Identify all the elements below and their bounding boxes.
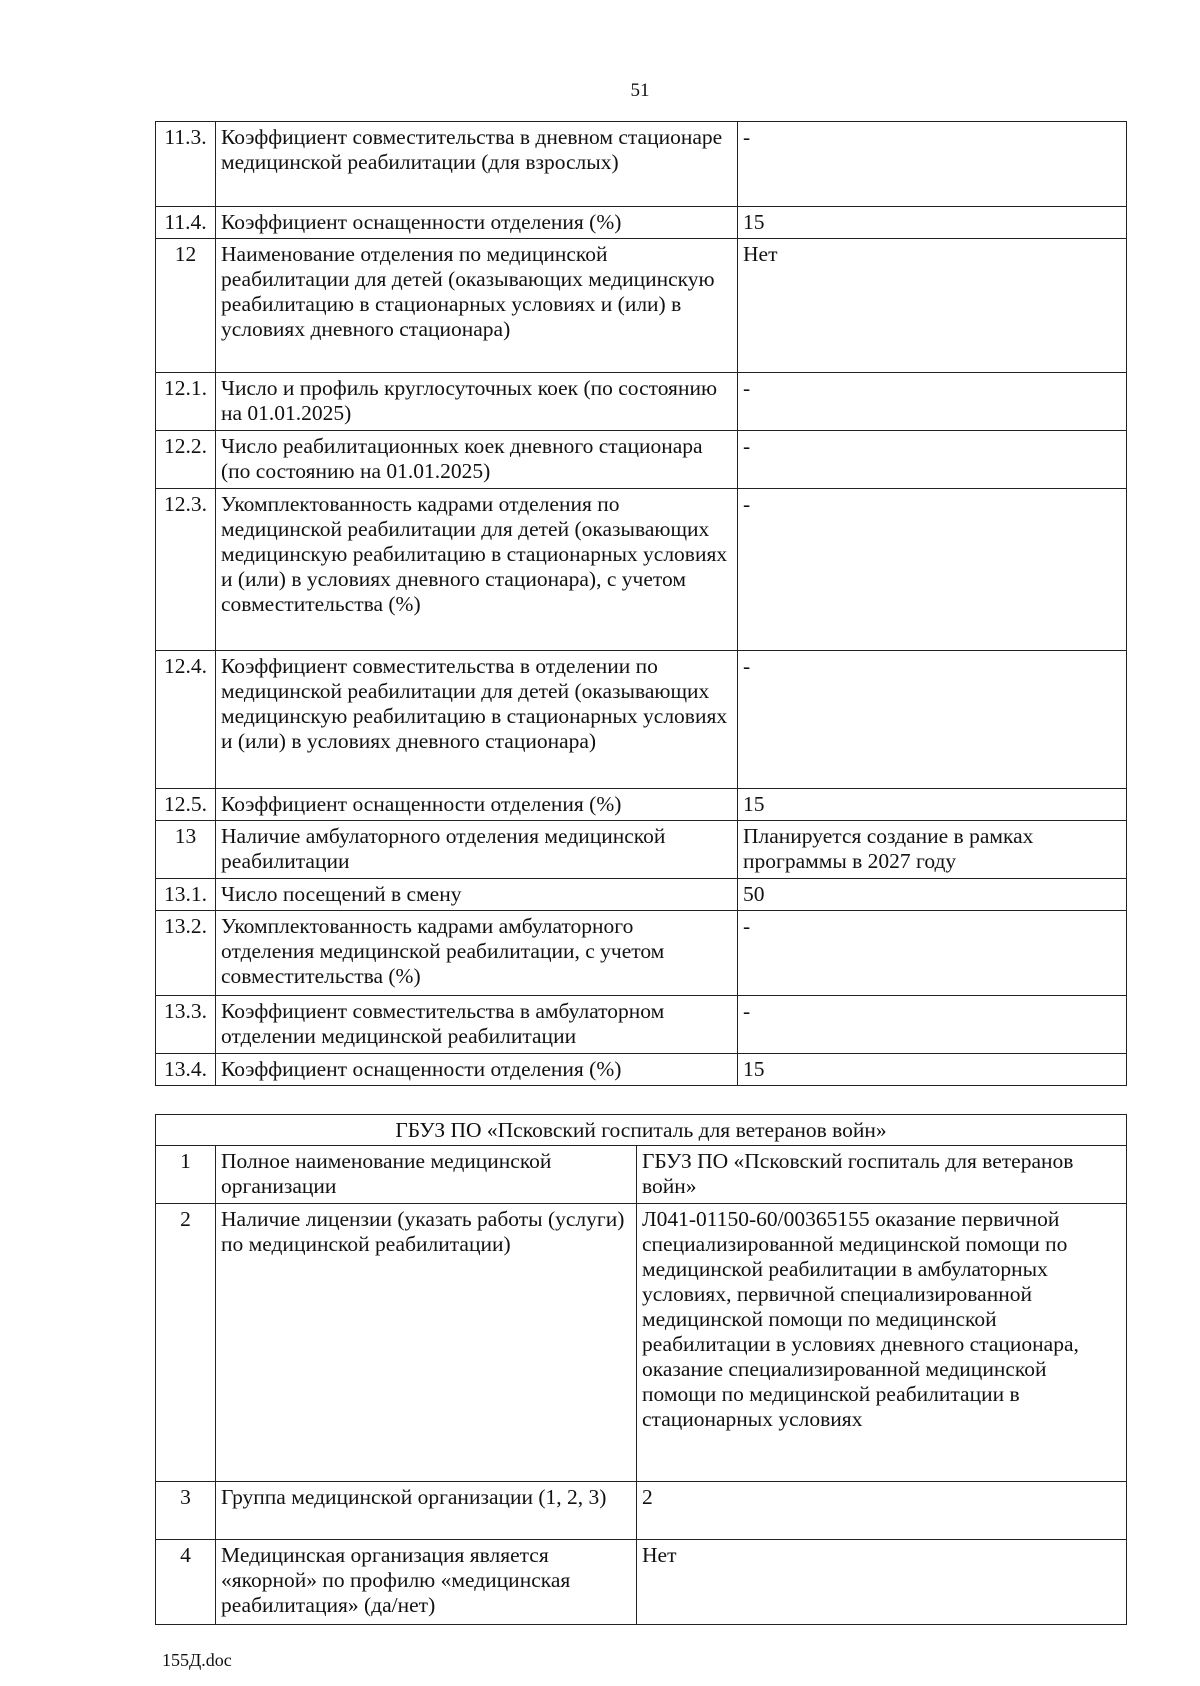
row-number: 4 [156, 1540, 216, 1625]
row-value: Нет [637, 1540, 1127, 1625]
organization-header: ГБУЗ ПО «Псковский госпиталь для ветеранов войн» [156, 1115, 1127, 1146]
table-row [156, 431, 1127, 489]
row-value: Нет [738, 239, 1127, 373]
table-row [156, 122, 1127, 207]
table-row [156, 1204, 1127, 1482]
table-row [156, 879, 1127, 911]
row-number: 12.4. [156, 651, 216, 789]
row-value: ГБУЗ ПО «Псковский госпиталь для ветеранов войн» [637, 1146, 1127, 1204]
row-value: - [738, 373, 1127, 431]
row-label: Наличие лицензии (указать работы (услуги) по медицинской реабилитации) [216, 1204, 637, 1482]
table-row [156, 373, 1127, 431]
row-number: 12.2. [156, 431, 216, 489]
row-value: - [738, 122, 1127, 207]
row-number: 13.2. [156, 911, 216, 996]
row-value: - [738, 651, 1127, 789]
table-row [156, 1482, 1127, 1540]
row-label: Число посещений в смену [216, 879, 738, 911]
table-row [156, 789, 1127, 821]
table-row [156, 1540, 1127, 1625]
row-label: Коэффициент оснащенности отделения (%) [216, 207, 738, 239]
row-label: Наименование отделения по медицинской реабилитации для детей (оказывающих медицинскую реабилитацию в стационарных условиях и (или) в условиях дневного стационара) [216, 239, 738, 373]
row-number: 12.1. [156, 373, 216, 431]
row-label: Укомплектованность кадрами отделения по медицинской реабилитации для детей (оказывающих медицинскую реабилитацию в стационарных условиях и (или) в условиях дневного стационара), с учетом совместительства (%) [216, 489, 738, 651]
table-header-row [156, 1115, 1127, 1146]
table-row [156, 821, 1127, 879]
row-value: - [738, 431, 1127, 489]
row-value: - [738, 996, 1127, 1054]
row-number: 13 [156, 821, 216, 879]
row-number: 12 [156, 239, 216, 373]
row-label: Коэффициент совместительства в отделении по медицинской реабилитации для детей (оказывающих медицинскую реабилитацию в стационарных условиях и (или) в условиях дневного стационара) [216, 651, 738, 789]
table-row [156, 489, 1127, 651]
row-value: - [738, 911, 1127, 996]
row-number: 1 [156, 1146, 216, 1204]
organization-table [155, 1114, 1127, 1625]
row-number: 12.3. [156, 489, 216, 651]
row-number: 12.5. [156, 789, 216, 821]
row-value: - [738, 489, 1127, 651]
row-number: 11.4. [156, 207, 216, 239]
page-number: 51 [630, 80, 650, 101]
row-label: Коэффициент оснащенности отделения (%) [216, 789, 738, 821]
row-value: 15 [738, 207, 1127, 239]
table-row [156, 1054, 1127, 1086]
row-label: Число и профиль круглосуточных коек (по состоянию на 01.01.2025) [216, 373, 738, 431]
row-label: Коэффициент совместительства в амбулаторном отделении медицинской реабилитации [216, 996, 738, 1054]
row-label: Число реабилитационных коек дневного стационара (по состоянию на 01.01.2025) [216, 431, 738, 489]
row-label: Наличие амбулаторного отделения медицинской реабилитации [216, 821, 738, 879]
row-label: Коэффициент оснащенности отделения (%) [216, 1054, 738, 1086]
row-label: Коэффициент совместительства в дневном стационаре медицинской реабилитации (для взрослых) [216, 122, 738, 207]
row-number: 3 [156, 1482, 216, 1540]
row-value: 15 [738, 1054, 1127, 1086]
table-row [156, 239, 1127, 373]
table-row [156, 911, 1127, 996]
row-value: Л041-01150-60/00365155 оказание первичной специализированной медицинской помощи по медицинской реабилитации в амбулаторных условиях, первичной специализированной медицинской помощи по медицинской реабилитации в условиях дневного стационара, оказание специализированной медицинской помощи по медицинской реабилитации в стационарных условиях [637, 1204, 1127, 1482]
row-label: Укомплектованность кадрами амбулаторного отделения медицинской реабилитации, с учетом совместительства (%) [216, 911, 738, 996]
row-number: 13.3. [156, 996, 216, 1054]
row-number: 11.3. [156, 122, 216, 207]
table-row [156, 1146, 1127, 1204]
table-row [156, 996, 1127, 1054]
row-label: Полное наименование медицинской организации [216, 1146, 637, 1204]
row-value: 15 [738, 789, 1127, 821]
row-number: 13.4. [156, 1054, 216, 1086]
row-number: 2 [156, 1204, 216, 1482]
table-row [156, 651, 1127, 789]
table-row [156, 207, 1127, 239]
row-label: Медицинская организация является «якорной» по профилю «медицинская реабилитация» (да/нет) [216, 1540, 637, 1625]
row-value: 50 [738, 879, 1127, 911]
row-value: 2 [637, 1482, 1127, 1540]
file-name-footer: 155Д.doc [162, 1650, 232, 1670]
row-label: Группа медицинской организации (1, 2, 3) [216, 1482, 637, 1540]
indicator-table [155, 121, 1127, 1086]
row-number: 13.1. [156, 879, 216, 911]
row-value: Планируется создание в рамках программы в 2027 году [738, 821, 1127, 879]
